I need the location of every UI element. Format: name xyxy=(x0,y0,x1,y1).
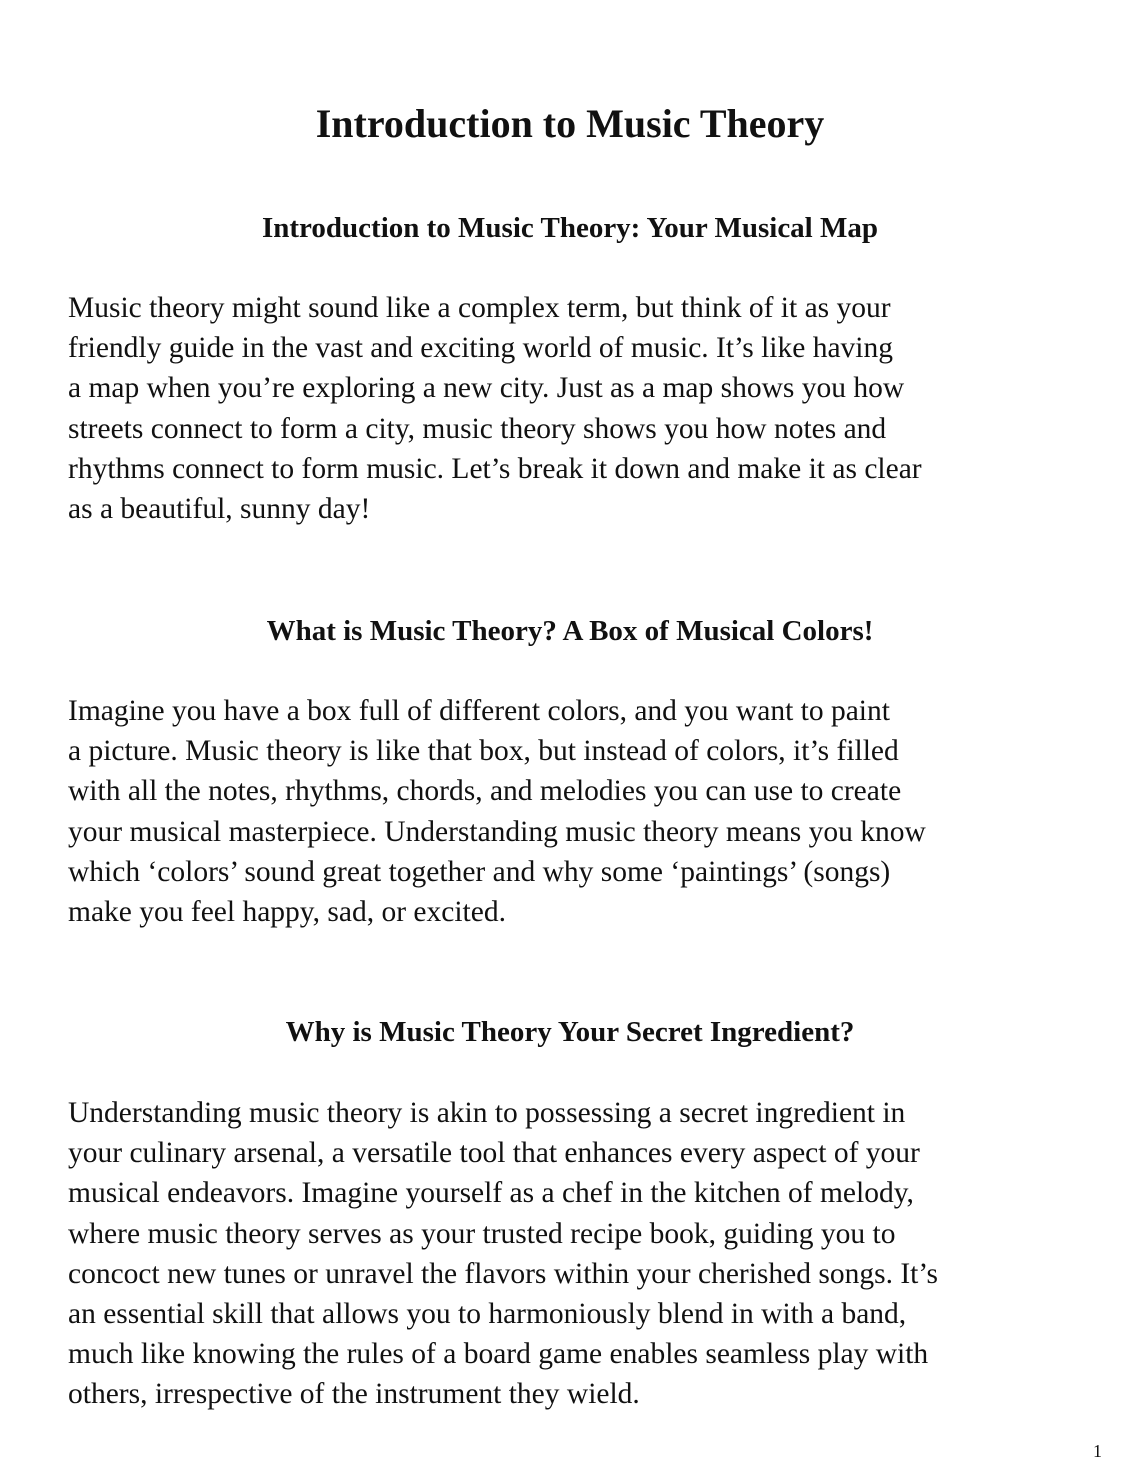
paragraph-line: Imagine you have a box full of different colors, and you want to paint xyxy=(68,695,890,727)
section-heading-musical-colors: What is Music Theory? A Box of Musical Colors! xyxy=(266,615,874,647)
paragraph-line: musical endeavors. Imagine yourself as a chef in the kitchen of melody, xyxy=(68,1177,914,1210)
paragraph-line: concoct new tunes or unravel the flavors within your cherished songs. It’s xyxy=(68,1257,939,1290)
paragraph-line: a picture. Music theory is like that box, but instead of colors, it’s filled xyxy=(68,735,899,768)
page-title: Introduction to Music Theory xyxy=(315,101,825,146)
section-heading-musical-map: Introduction to Music Theory: Your Musical Map xyxy=(261,212,878,244)
section-paragraph-secret-ingredient xyxy=(68,1093,1078,1415)
paragraph-line: rhythms connect to form music. Let’s break it down and make it as clear xyxy=(68,452,922,485)
paragraph-line: as a beautiful, sunny day! xyxy=(68,493,371,526)
section-heading-secret-ingredient: Why is Music Theory Your Secret Ingredient? xyxy=(285,1016,855,1048)
paragraph-line: others, irrespective of the instrument they wield. xyxy=(68,1378,640,1411)
paragraph-line: an essential skill that allows you to harmoniously blend in with a band, xyxy=(68,1298,907,1331)
section-paragraph-musical-colors xyxy=(68,691,1078,932)
paragraph-line: Understanding music theory is akin to possessing a secret ingredient in xyxy=(68,1097,906,1129)
paragraph-line: where music theory serves as your trusted recipe book, guiding you to xyxy=(68,1217,896,1250)
paragraph-line: a map when you’re exploring a new city. Just as a map shows you how xyxy=(68,372,905,405)
section-paragraph-musical-map xyxy=(68,288,1078,529)
paragraph-line: your musical masterpiece. Understanding music theory means you know xyxy=(68,815,926,848)
paragraph-line: Music theory might sound like a complex term, but think of it as your xyxy=(68,292,891,324)
paragraph-line: streets connect to form a city, music theory shows you how notes and xyxy=(68,412,887,445)
paragraph-line: much like knowing the rules of a board game enables seamless play with xyxy=(68,1338,929,1371)
paragraph-line: friendly guide in the vast and exciting world of music. It’s like having xyxy=(68,332,894,365)
page-number: 1 xyxy=(1093,1441,1102,1461)
paragraph-line: make you feel happy, sad, or excited. xyxy=(68,896,506,929)
paragraph-line: which ‘colors’ sound great together and why some ‘paintings’ (songs) xyxy=(68,855,891,888)
paragraph-line: with all the notes, rhythms, chords, and melodies you can use to create xyxy=(68,775,902,808)
paragraph-line: your culinary arsenal, a versatile tool that enhances every aspect of your xyxy=(68,1137,920,1170)
